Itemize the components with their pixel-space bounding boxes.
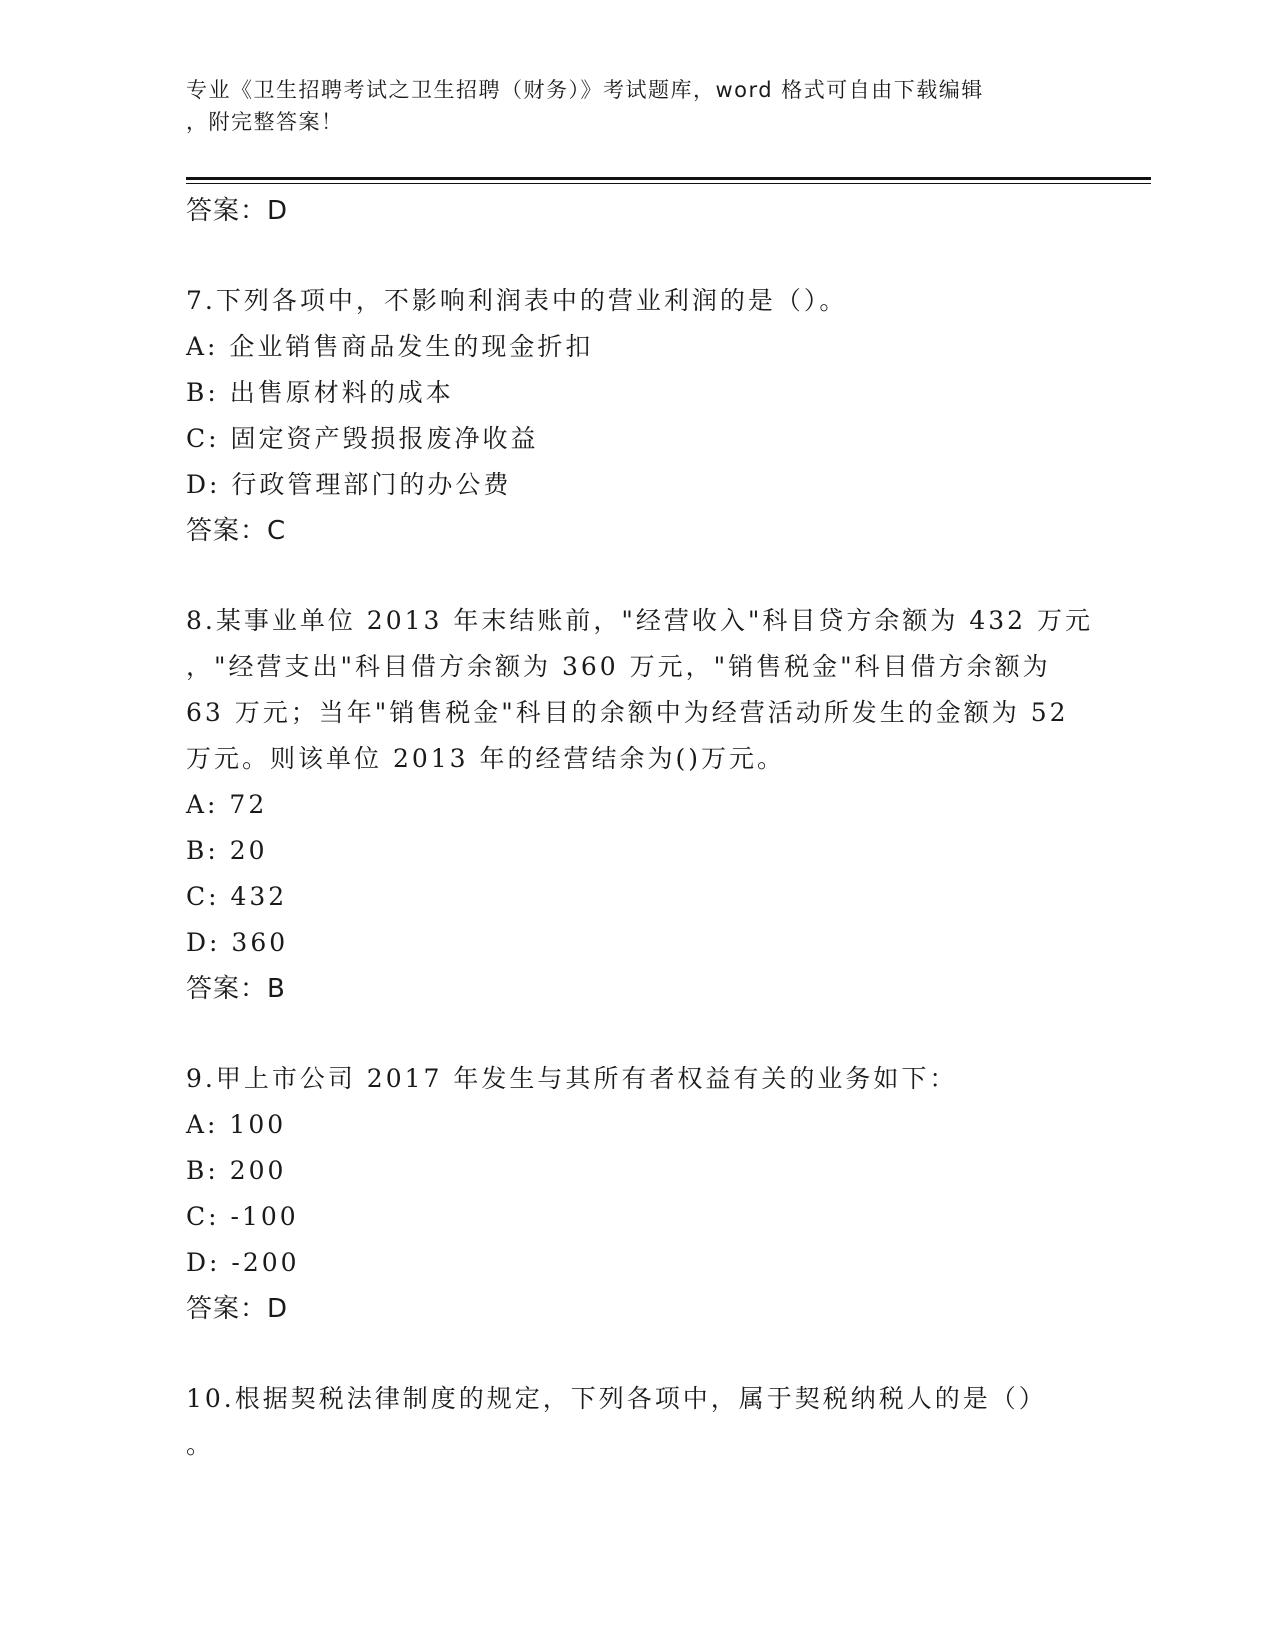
question-line: 。 — [186, 1430, 215, 1459]
question-line: 10.根据契税法律制度的规定，下列各项中，属于契税纳税人的是（） — [186, 1384, 1047, 1413]
question-9-answer: 答案：D — [186, 1294, 289, 1324]
question-line: 7.下列各项中，不影响利润表中的营业利润的是（）。 — [186, 286, 848, 315]
question-8-option-a: A: 72 — [186, 790, 268, 819]
question-7-option-b: B: 出售原材料的成本 — [186, 378, 454, 407]
question-8-option-d: D: 360 — [186, 928, 289, 957]
question-9-option-c: C: -100 — [186, 1202, 299, 1231]
question-line: ，"经营支出"科目借方余额为 360 万元，"销售税金"科目借方余额为 — [186, 652, 1051, 681]
question-9-stem — [186, 1056, 1096, 1102]
question-7-option-a: A: 企业销售商品发生的现金折扣 — [186, 332, 594, 361]
question-9-option-b: B: 200 — [186, 1156, 287, 1185]
question-9-option-d: D: -200 — [186, 1248, 300, 1277]
question-8-stem — [186, 598, 1096, 782]
question-list — [186, 188, 1096, 1468]
question-line: 8.某事业单位 2013 年末结账前，"经营收入"科目贷方余额为 432 万元 — [186, 606, 1093, 635]
previous-answer: 答案：D — [186, 196, 289, 226]
question-8-option-c: C: 432 — [186, 882, 288, 911]
question-8-option-b: B: 20 — [186, 836, 268, 865]
document-header — [186, 74, 1086, 138]
question-7-option-c: C: 固定资产毁损报废净收益 — [186, 424, 539, 453]
header-line-1: 专业《卫生招聘考试之卫生招聘（财务）》考试题库，word 格式可自由下载编辑 — [186, 78, 984, 102]
header-line-2: ，附完整答案！ — [186, 110, 344, 134]
question-7-option-d: D: 行政管理部门的办公费 — [186, 470, 512, 499]
header-divider-thin — [186, 183, 1151, 184]
question-line: 63 万元；当年"销售税金"科目的余额中为经营活动所发生的金额为 52 — [186, 698, 1069, 727]
question-9-option-a: A: 100 — [186, 1110, 287, 1139]
question-7-stem — [186, 278, 1096, 324]
question-7-answer: 答案：C — [186, 516, 287, 546]
question-line: 万元。则该单位 2013 年的经营结余为()万元。 — [186, 744, 786, 773]
header-divider-thick — [186, 177, 1151, 180]
question-line: 9.甲上市公司 2017 年发生与其所有者权益有关的业务如下： — [186, 1064, 958, 1093]
question-10-stem — [186, 1376, 1096, 1468]
question-8-answer: 答案：B — [186, 974, 286, 1004]
